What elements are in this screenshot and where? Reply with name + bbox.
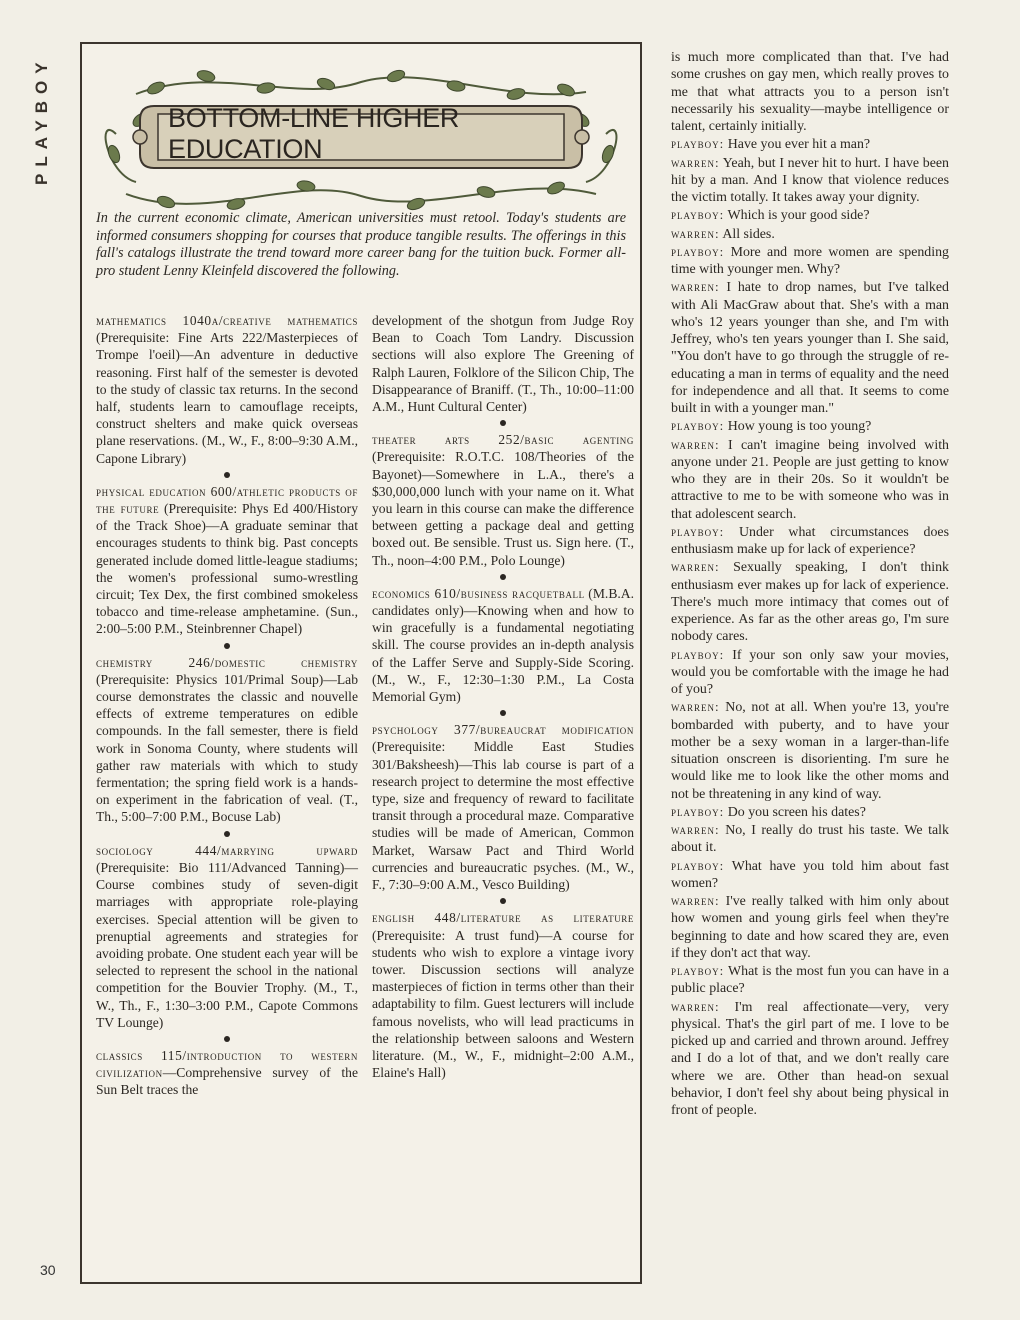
speaker-label: playboy:	[671, 803, 725, 819]
title-banner	[96, 54, 626, 214]
interview-paragraph	[671, 962, 949, 998]
interview-paragraph	[671, 803, 949, 821]
course-heading: physical education 600/athletic products of the future	[96, 483, 358, 517]
interview-text: All sides.	[719, 226, 775, 242]
interview-paragraph	[671, 417, 949, 435]
course-entry	[96, 654, 358, 826]
interview-paragraph	[671, 135, 949, 153]
course-description: (Prerequisite: Middle East Studies 301/Baksheesh)—This lab course is part of a research project to determine the most effective type, size and frequency of reward to facilitate transit through a procedural maze. Comparative studies will be made of American, Common Market, Warsaw Pact and Third World currencies and bureaucratic psyches. (M., W., F., 7:30–9:00 A.M., Vesco Building)	[372, 739, 634, 893]
speaker-label: playboy:	[671, 418, 725, 434]
course-heading: economics 610/business racquetball	[372, 585, 585, 601]
speaker-label: warren:	[671, 225, 720, 241]
course-entry	[372, 909, 634, 1081]
course-heading: chemistry 246/domestic chemistry	[96, 654, 358, 670]
course-entry	[372, 721, 634, 893]
sidebar-box	[80, 42, 642, 1284]
interview-text: Sexually speaking, I don't think enthusiasm ever makes up for lack of experience. There's much more intimacy that comes out of experience. As far as the other areas go, I'm sure nobody cares.	[671, 560, 949, 645]
interview-paragraph	[671, 698, 949, 803]
interview-text: I've really talked with him only about how women and young girls feel when they're beginning to date and how scared they are, even if they don't act that way.	[671, 894, 949, 961]
course-entry	[372, 431, 634, 569]
course-description-start: —Comprehensive survey of the Sun Belt traces the	[96, 1065, 358, 1098]
magazine-name-vertical: PLAYBOY	[32, 55, 51, 185]
speaker-label: playboy:	[671, 243, 725, 259]
sidebar-title: BOTTOM-LINE HIGHER EDUCATION	[168, 103, 460, 164]
course-heading: sociology 444/marrying upward	[96, 842, 358, 858]
page-number: 30	[40, 1262, 56, 1278]
interview-paragraph	[671, 558, 949, 645]
speaker-label: playboy:	[671, 646, 725, 662]
course-description-continued: development of the shotgun from Judge Roy Bean to Coach Tom Landry. Discussion sections will also explore The Greening of Ralph Lauren, Folklore of the Silicon Chip, The Disappearance of Braniff. (T., Th., 10:00–11:00 A.M., Hunt Cultural Center)	[372, 313, 634, 415]
course-description: (Prerequisite: A trust fund)—A course for students who wish to explore a vintage ivory tower. Discussion sections will analyze masterpieces of fiction in terms other than their adaptability to film. Guest lecturers will include famous novelists, who will lead practicums in the relationship between saloons and Western literature. (M., W., F., midnight–2:00 A.M., Elaine's Hall)	[372, 927, 634, 1081]
speaker-label: warren:	[671, 559, 720, 575]
interview-text: More and more women are spending time with younger men. Why?	[671, 244, 949, 277]
speaker-label: warren:	[671, 998, 720, 1014]
course-description: (Prerequisite: Bio 111/Advanced Tanning)—Course combines study of seven-digit marriages with appropriate role-playing exercises. Special attention will be given to prenuptial agreements and strategies for avoiding probate. One student each year will be selected to represent the school in the national competition for the Bouvier Trophy. (M., T., W., Th., F., 1:30–3:00 P.M., Capote Commons TV Lounge)	[96, 859, 358, 1030]
interview-text: If your son only saw your movies, would you be comfortable with the image he had of you?	[671, 647, 949, 697]
interview-paragraph	[671, 206, 949, 224]
sidebar-column-right	[372, 312, 634, 1081]
speaker-label: warren:	[671, 822, 720, 837]
course-entry-continued	[372, 312, 634, 415]
course-entry	[96, 483, 358, 638]
speaker-label: playboy:	[671, 963, 725, 978]
interview-paragraph	[671, 523, 949, 559]
bullet-divider	[500, 898, 506, 904]
interview-paragraph	[671, 278, 949, 417]
sidebar-column-left	[96, 312, 358, 1099]
bullet-divider	[224, 643, 230, 649]
interview-paragraph	[671, 48, 949, 135]
interview-text: No, not at all. When you're 13, you're bombarded with puberty, and to have your mother be a sexy woman in a larger-than-life situation onscreen is disorienting. I'm sure he would like me to look like the other moms and not be threatening in any kind of way.	[671, 700, 949, 802]
interview-column	[671, 48, 949, 1119]
course-heading: mathematics 1040a/creative mathematics	[96, 313, 358, 328]
interview-text: No, I really do trust his taste. We talk about it.	[671, 823, 949, 856]
interview-paragraph	[671, 998, 949, 1120]
course-heading: english 448/literature as literature	[372, 910, 634, 926]
course-heading: classics 115/introduction to western civilization	[96, 1047, 358, 1081]
bullet-divider	[224, 831, 230, 837]
speaker-label: warren:	[671, 154, 720, 170]
interview-paragraph	[671, 821, 949, 857]
interview-text: is much more complicated than that. I've had some crushes on gay men, which really proves to me that what attracts you to a person isn't necessarily his sexuality—maybe intelligence or talent, certainly initially.	[671, 50, 949, 134]
speaker-label: warren:	[671, 436, 720, 452]
course-heading: theater arts 252/basic agenting	[372, 432, 634, 448]
speaker-label: playboy:	[671, 207, 725, 223]
speaker-label: warren:	[671, 699, 720, 715]
interview-paragraph	[671, 154, 949, 207]
interview-text: Do you screen his dates?	[724, 804, 866, 820]
course-description: (Prerequisite: Physics 101/Primal Soup)—Lab course demonstrates the classic and nouvelle effects of extreme temperatures on edible compounds. In the fall semester, there is field work in Sonoma County, where students will gather raw materials with which to study fermentation; the spring field work is a hands-on experiment in the fabrication of veal. (T., Th., 5:00–7:00 P.M., Bocuse Lab)	[96, 671, 358, 825]
interview-paragraph	[671, 646, 949, 699]
interview-paragraph	[671, 436, 949, 523]
bullet-divider	[500, 574, 506, 580]
interview-text: Which is your good side?	[724, 208, 870, 224]
interview-text: Under what circumstances does enthusiasm make up for lack of experience?	[671, 524, 949, 557]
interview-text: Have you ever hit a man?	[724, 137, 871, 153]
bullet-divider	[224, 1036, 230, 1042]
course-description: (M.B.A. candidates only)—Knowing when and how to win gracefully is a fundamental negotiating skill. The course provides an in-depth analysis of the Laffer Serve and Supply-Side Scoring. (M., W., F., 12:30–1:30 P.M., La Costa Memorial Gym)	[372, 585, 635, 705]
speaker-label: playboy:	[671, 857, 725, 873]
course-entry	[96, 1047, 358, 1099]
interview-text: What have you told him about fast women?	[671, 858, 949, 891]
interview-text: How young is too young?	[724, 419, 872, 435]
speaker-label: warren:	[671, 893, 720, 908]
course-description: (Prerequisite: R.O.T.C. 108/Theories of the Bayonet)—Somewhere in L.A., there's a $30,000,000 lunch with your name on it. What you learn in this course can make the difference between getting a package deal and getting boxed out. Be sensible. Trust us. Sign here. (T., Th., noon–4:00 P.M., Polo Lounge)	[372, 449, 634, 568]
interview-paragraph	[671, 225, 949, 243]
course-heading: psychology 377/bureaucrat modification	[372, 722, 634, 738]
interview-text: I can't imagine being involved with anyone under 21. People are just getting to know who they are in their 20s. So it wouldn't be attractive to me to be with someone who was in that adolescent search.	[671, 437, 949, 522]
interview-text: Yeah, but I never hit to hurt. I have been hit by a man. And I know that violence reduces the victim totally. It takes away your dignity.	[671, 155, 949, 205]
bullet-divider	[500, 710, 506, 716]
bullet-divider	[224, 472, 230, 478]
speaker-label: playboy:	[671, 523, 725, 539]
course-description: (Prerequisite: Fine Arts 222/Masterpieces of Trompe l'oeil)—An adventure in deductive reasoning. First half of the semester is devoted to the study of classic tax returns. In the second half, students learn to camouflage receipts, construct shelters and make quick overseas plane reservations. (M., W., F., 8:00–9:30 A.M., Capone Library)	[96, 330, 358, 466]
course-entry	[372, 585, 634, 705]
interview-text: What is the most fun you can have in a public place?	[671, 964, 949, 997]
interview-paragraph	[671, 857, 949, 893]
sidebar-intro: In the current economic climate, American universities must retool. Today's students are informed consumers shopping for courses that produce tangible results. The offerings in this fall's catalogs illustrate the trend toward more career bang for the tuition buck. Former all-pro student Lenny Kleinfeld discovered the following.	[96, 210, 626, 279]
interview-paragraph	[671, 892, 949, 962]
interview-text: I'm real affectionate—very, very physical. That's the girl part of me. I love to be picked up and carried and thrown around. Jeffrey and I do a lot of that, and we don't really care where we are. Other than head-on sexual behavior, I don't feel shy about being physical in front of people.	[671, 999, 949, 1118]
bullet-divider	[500, 420, 506, 426]
course-entry	[96, 312, 358, 467]
speaker-label: playboy:	[671, 136, 725, 152]
course-entry	[96, 842, 358, 1031]
course-description: (Prerequisite: Phys Ed 400/History of the Track Shoe)—A graduate seminar that encourages students to think big. Past concepts generated include domed little-league stadiums; the women's professional sumo-wrestling circuit; Tex Dex, the first combined smokeless tobacco and time-release amphetamine. (Sun., 2:00–5:00 P.M., Steinbrenner Chapel)	[96, 501, 358, 637]
interview-text: I hate to drop names, but I've talked with Ali MacGraw about that. She's with a man who's 12 years younger than she, and I'm with Jeffrey, who's ten years younger than I. She said, "You don't have to go through the struggle of re-educating a man in terms of equality and the need for independence and all that. It seems to come built in with a younger man."	[671, 280, 949, 416]
interview-paragraph	[671, 243, 949, 279]
speaker-label: warren:	[671, 279, 720, 295]
